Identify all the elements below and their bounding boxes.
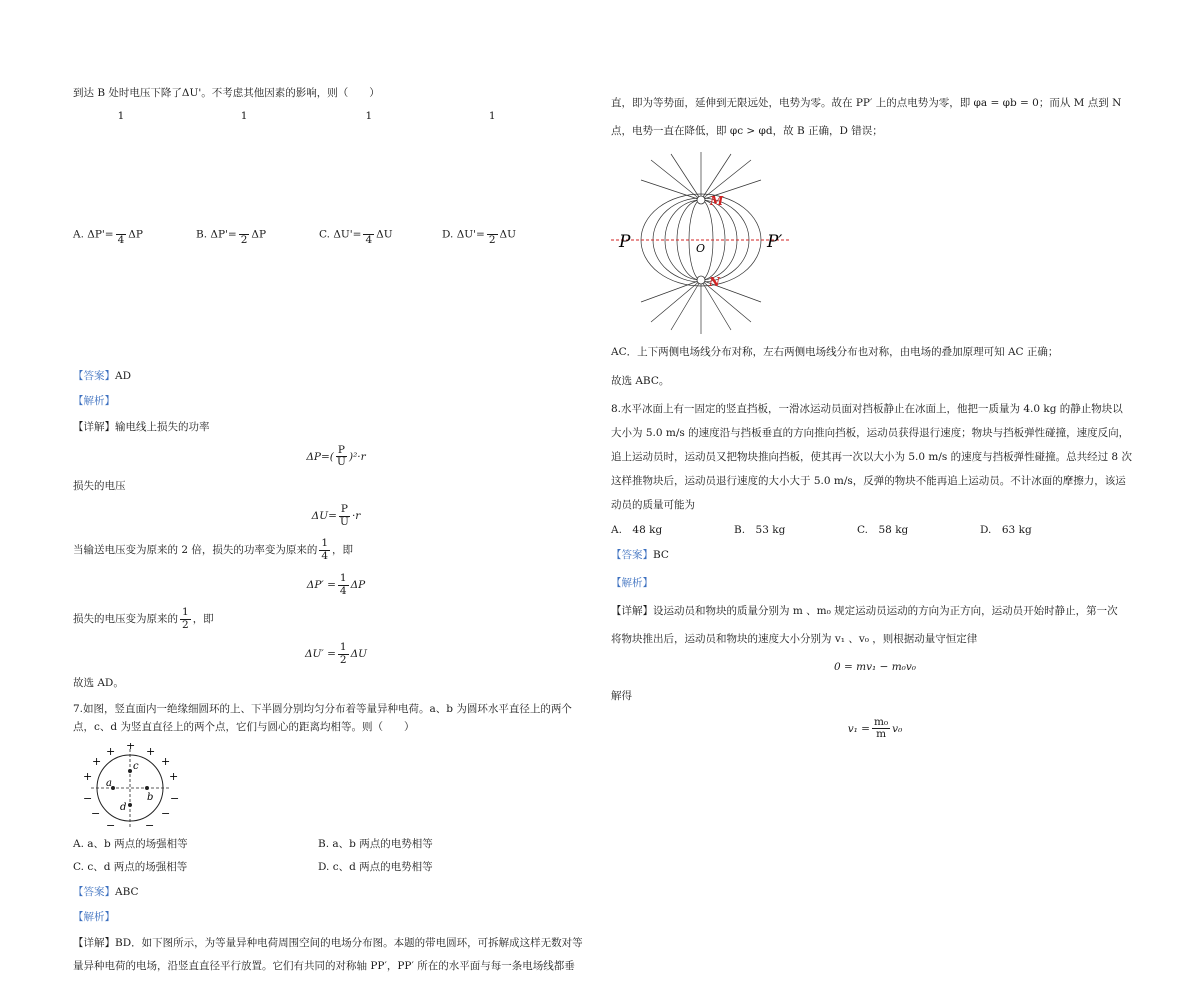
electric-field-figure [611,152,801,337]
text-line: AC．上下两侧电场线分布对称，左右两侧电场线分布也对称，由电场的叠加原理可知 AC 正确； [611,346,1059,359]
plus-sign: + [106,744,116,758]
charged-ring-figure [77,743,187,833]
option-b: B. ΔP'= $\frac{1}{2}$ ΔP [196,110,267,247]
point-m-label: M [710,194,724,209]
point-a-label: a [106,777,112,789]
minus-sign: − [170,791,180,805]
detail-line: 【详解】设运动员和物块的质量分别为 m 、m₀ 规定运动员运动的方向为正方向，运动员开始时静止，第一次 [611,605,1118,618]
option-b: B. a、b 两点的电势相等 [318,837,433,850]
option-a: A. ΔP'= $\frac{1}{4}$ ΔP [73,110,143,247]
answer-line: 【答案】ABC [73,886,139,899]
question-8-line: 动员的质量可能为 [611,499,695,512]
point-b-label: b [147,791,154,803]
analysis-label: 【解析】 [73,395,115,408]
text-line: 解得 [611,689,632,702]
plus-sign: + [92,754,102,768]
text-line: 损失的电压变为原来的 $\frac{1}{2}$ ，即 [73,606,214,631]
text-line: 当输送电压变为原来的 2 倍，损失的功率变为原来的 $\frac{1}{4}$ ，即 [73,537,354,562]
analysis-label: 【解析】 [73,911,115,924]
minus-sign: − [83,791,93,805]
equation-2: ΔU= $\frac{P}{U}$ ·r [311,502,361,528]
option-b: B. 53 kg [734,523,786,536]
option-d: D. 63 kg [980,523,1032,536]
question-8-line: 8.水平冰面上有一固定的竖直挡板，一滑冰运动员面对挡板静止在冰面上，他把一质量为 4.0 kg 的静止物块以 [611,402,1123,415]
option-d: D. ΔU'= $\frac{1}{2}$ ΔU [442,110,516,247]
point-n-label: N [709,275,720,290]
answer-line: 【答案】BC [611,548,669,561]
detail-line: 将物块推出后，运动员和物块的速度大小分别为 v₁ 、v₀ ，则根据动量守恒定律 [611,633,978,646]
left-column [73,86,599,984]
text-line: 故选 AD。 [73,677,124,690]
right-column [611,96,1139,755]
equation-3: ΔP′ = $\frac{1}{4}$ ΔP [306,572,366,597]
minus-sign: − [145,818,155,832]
option-c: C. c、d 两点的场强相等 [73,861,188,874]
answer-line: 【答案】AD [73,370,132,383]
question-7-line: 点，c、d 为竖直直径上的两个点，它们与圆心的距离均相等。则（ ） [73,720,415,733]
analysis-label: 【解析】 [611,576,653,589]
option-a: A. a、b 两点的场强相等 [73,837,188,850]
text-line: 故选 ABC。 [611,374,670,387]
q8-options [611,523,1139,537]
option-c: C. ΔU'= $\frac{1}{4}$ ΔU [319,110,393,247]
point-d-label: d [120,801,127,813]
equation-5: 0 = mv₁ − m₀v₀ [833,661,917,674]
equation-1: ΔP=( $\frac{P}{U}$ )²·r [306,443,366,469]
q7-options [73,837,599,874]
point-c-label: c [133,760,139,772]
text-line: 直，即为等势面，延伸到无限远处，电势为零。故在 PP′ 上的点电势为零，即 φa = φb = 0；而从 M 点到 N [611,97,1122,109]
question-8-line: 追上运动员时，运动员又把物块推向挡板，使其再一次以大小为 5.0 m/s 的速度与挡板弹性碰撞。总共经过 8 次 [611,451,1132,464]
text-line: 损失的电压 [73,479,126,492]
axis-p-label: P [619,232,631,253]
text-line: 点，电势一直在降低，即 φc > φd，故 B 正确，D 错误； [611,125,883,138]
question-8-line: 这样推物块后，运动员退行速度的大小大于 5.0 m/s，反弹的物块不能再追上运动员。不计冰面的摩擦力，该运 [611,475,1126,488]
detail-line: 【详解】输电线上损失的功率 [73,420,210,433]
plus-sign: + [146,744,156,758]
detail-line: 量异种电荷的电场，沿竖直直径平行放置。它们有共同的对称轴 PP′，PP′ 所在的水平面与每一条电场线都垂 [73,959,575,972]
plus-sign: + [83,769,93,783]
plus-sign: + [126,742,136,752]
option-c: C. 58 kg [857,523,909,536]
question-8-line: 大小为 5.0 m/s 的速度沿与挡板垂直的方向推向挡板，运动员获得退行速度；物块与挡板弹性碰撞，速度反向， [611,426,1130,439]
center-o-label: O [696,242,706,256]
option-a: A. 48 kg [611,523,663,536]
detail-line: 【详解】BD．如下图所示，为等量异种电荷周围空间的电场分布图。本题的带电圆环，可拆解成这样无数对等 [73,936,583,949]
equation-4: ΔU′ = $\frac{1}{2}$ ΔU [304,641,368,666]
option-d: D. c、d 两点的电势相等 [318,861,433,874]
q6-options [73,111,599,358]
minus-sign: − [91,806,101,820]
axis-p-prime-label: P′ [767,232,783,253]
minus-sign: − [106,818,116,832]
minus-sign: − [161,806,171,820]
plus-sign: + [169,769,179,783]
question-7-line: 7.如图，竖直面内一绝缘细圆环的上、下半圆分别均匀分布着等量异种电荷。a、b 为圆环水平直径上的两个 [73,702,572,715]
text-line: 到达 B 处时电压下降了ΔU'。不考虑其他因素的影响，则（ ） [73,87,380,99]
equation-6: v₁ = $\frac{\text{m₀}}{m}$ v₀ [847,715,903,741]
plus-sign: + [161,754,171,768]
